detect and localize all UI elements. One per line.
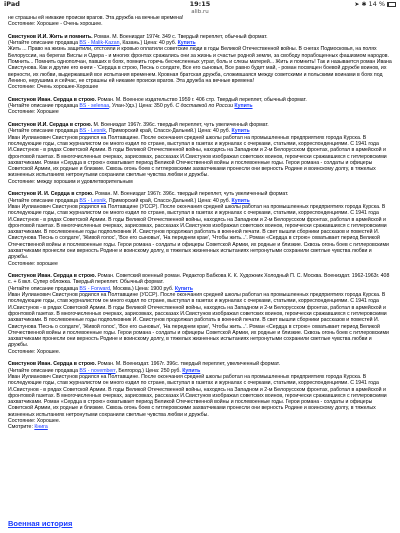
entry-description: Иван Иулианович Свистунов родился на Полтавщине (УССР). После окончания средней школы работал на промышленных предприятиях города Курска. В последующие годы, став журналистом он много ездил по стране, выступал в газетах и журналах с очерками, статьями, корреспонденциями. С 1941 года И.Свистунов - в рядах Советской Армии. В годы Великой Отечественной войны, находясь на Западном и 2-м Белорусском фронтах, работал в армейской и фронтовой газетах. В многочисленных очерках, зарисовках, рассказах И.Свистунов изображал советских воинов, героически сражавшихся с гитлеровскими захватчиками. В послевоенные годы подполковник И. Свистунов продолжал работать в военной печати. В свет вышли сборники рассказов и повестей И. Свистунова 'Песнь о солдате', 'Живой голос', 'Все его сыновья', 'На переднем крае', 'Чтобы жить...'. Роман «Сердца в строю» охватывает период Великой Отечественной войны и послевоенные годы. Герои романа - солдаты и офицеры Советской Армии, их родные и близкие. Сквозь огонь боев с гитлеровскими захватчиками пронесли они верность Родине и воинскому долгу, в тяжелых жизненных испытаниях нетронутыми сохранили светлые чувства любви и дружбы. bbox=[8, 203, 389, 261]
entry-meta: Роман. М. Воениздат. 1967г. 396с. твердый переплет, увеличенный формат. bbox=[97, 361, 281, 368]
entry-title: Свистунов Иван. Сердца в строю. bbox=[8, 273, 97, 280]
see-also-label: Смотрите: bbox=[8, 424, 35, 431]
buy-button[interactable]: Купить bbox=[231, 197, 250, 204]
section-link-military-history[interactable]: Военная история bbox=[8, 519, 73, 528]
seller-link[interactable]: BS - selenaa bbox=[79, 103, 110, 110]
entry-state: Состояние: Хорошее bbox=[8, 109, 59, 116]
entry-description: Иван Иулианович Свистунов родился на Полтавщине. После окончания средней школы работал на промышленных предприятиях города Курска. В последующие годы, став журналистом он много ездил по стране, выступал в газетах и журналах с очерками, статьями, корреспонденциями. С 1941 года И.Свистунов - в рядах Советской Армии. В годы Великой Отечественной войны, находясь на Западном и 2-м Белорусском фронтах, работал в армейской и фронтовой газетах. В многочисленных очерках, зарисовках, рассказах И.Свистунов изображал советских воинов, героически сражавшихся с гитлеровскими захватчиками. Роман «Сердца в строю» охватывает период Великой Отечественной войны и послевоенные годы. Герои романа - солдаты и офицеры Советской Армии, их родные и близкие. Сквозь огонь боев с гитлеровскими захватчиками пронесли они верность Родине и воинскому долгу, в тяжелых жизненных испытаниях нетронутыми сохранили светлые чувства любви и дружбы. bbox=[8, 134, 387, 179]
price-text: , Москва.) Цена: 1900 руб. bbox=[109, 285, 175, 292]
seller-prefix: (Читайте описание продавца bbox=[8, 285, 80, 292]
buy-button[interactable]: Купить bbox=[174, 285, 193, 292]
url-bar[interactable]: alib.ru bbox=[191, 9, 209, 15]
entry-description: не страшны ей никакие происки врагов. Эта дружба на вечные времена! bbox=[8, 15, 184, 21]
delivery-note: С доставкой по России bbox=[175, 103, 233, 110]
entry-state: Состояние: Хорошее. bbox=[8, 418, 61, 424]
listing-content bbox=[8, 15, 393, 437]
status-right bbox=[354, 0, 396, 9]
entry-state: Состояние: Хорошее - Очень хорошее. bbox=[8, 21, 103, 28]
entry-state: Состояние: Очень хорошее-Хорошее bbox=[8, 84, 99, 91]
status-bar bbox=[0, 0, 400, 9]
entry-description: Жить ... Право на жизнь защитили, отстояли и кровью оплатили советские люди в годы Великой Отечественной войны. В снегах Подмосковья, на полях Белоруссии, на берегах Вислы и Одера - и многих фронтах сражались они за жизнь и счастье родной земли, за свободу порабощенных фашизмом народов. Помнить... Помнить однополчан, павших в боях, помнить горечь бесчисленных утрат, боль и слезы матерей... Жить и помнить! Так и называется роман Ивана Свистунова. Как и другие его книги - 'Сердца в строю, Песнь о солдате, Все его сыновья, Все равно будет май, - роман посвящен боевой дружбе воинов, их верности, их любви, выдержавшей все испытания временем. Кровная братская дружба, сложившаяся между советскими и польскими воинами в боях под Ленино, нерушима и сейчас, не страшны ей никакие происки врагов. Эта дружба на вечные времена! bbox=[8, 46, 392, 84]
listing-entry bbox=[8, 34, 393, 91]
battery-icon bbox=[387, 2, 396, 7]
listing-entry bbox=[8, 191, 393, 267]
seller-prefix: (Читайте описание продавца bbox=[8, 128, 80, 135]
entry-title: Свистунов Иван. Сердца в строю. bbox=[8, 361, 97, 368]
seller-link[interactable]: BS - Malik-Kazan bbox=[79, 40, 120, 47]
price-text: , Белгород.) Цена: 250 руб. bbox=[115, 367, 183, 374]
entry-state: Состояние: хорошее bbox=[8, 260, 58, 267]
listing-entry bbox=[8, 122, 393, 185]
entry-state: Состояние: Хорошее. bbox=[8, 348, 61, 355]
entry-meta: М. Воениздат 1967г. 396с. твердый переплет, чуть увеличенный формат. bbox=[93, 122, 269, 129]
entry-meta: Роман. М. Военное издательство 1959 г. 406 стр. Твердый переплет, обычный формат. bbox=[97, 96, 307, 103]
seller-link[interactable]: BS - novemberr bbox=[79, 367, 116, 374]
seller-link[interactable]: BS - Forward bbox=[79, 285, 110, 292]
seller-link[interactable]: BS - Lesnik bbox=[79, 197, 106, 204]
buy-button[interactable]: Купить bbox=[231, 128, 250, 135]
buy-button[interactable]: Купить bbox=[234, 103, 253, 110]
see-also-link[interactable]: Книга bbox=[34, 424, 48, 431]
device-label: iPad bbox=[4, 0, 20, 8]
listing-entry bbox=[8, 15, 393, 28]
buy-button[interactable]: Купить bbox=[177, 40, 196, 47]
listing-entry bbox=[8, 273, 393, 355]
seller-prefix: (Читайте описание продавца bbox=[8, 367, 80, 374]
entry-description: Иван Иулианович Свистунов родился на Полтавщине (УССР). После окончания средней школы работал на промышленных предприятиях города Курска. В последующие годы, став журналистом он много ездил по стране, выступал в газетах и журналах с очерками, статьями, корреспонденциями. С 1941 года И.Свистунов - в рядах Советской Армии. В годы Великой Отечественной войны, находясь на Западном и 2-м Белорусском фронтах, работал в армейской и фронтовой газетах. В многочисленных очерках, зарисовках, рассказах И.Свистунов изображал советских воинов, героически сражавшихся с гитлеровскими захватчиками. В послевоенные годы подполковник И. Свистунов продолжал работать в военной печати. В свет вышли сборники рассказов и повестей И. Свистунова 'Песнь о солдате', 'Живой голос', 'Все его сыновья', 'На переднем крае', 'Чтобы жить...'. Роман «Сердца в строю» охватывает период Великой Отечественной войны и послевоенные годы. Герои романа - солдаты и офицеры Советской Армии, их родные и близкие. Сквозь огонь боев с гитлеровскими захватчиками пронесли они верность Родине и воинскому долгу, в тяжелых жизненных испытаниях нетронутыми сохранили светлые чувства любви и дружбы. bbox=[8, 292, 389, 349]
price-text: , Улан-Удэ.) Цена: 350 руб. bbox=[109, 103, 176, 110]
battery-percent: 14 % bbox=[368, 0, 385, 8]
listing-entry bbox=[8, 361, 393, 430]
seller-link[interactable]: BS - Lesnik bbox=[79, 128, 106, 135]
location-icon: ➤ bbox=[354, 1, 360, 8]
buy-button[interactable]: Купить bbox=[182, 367, 201, 374]
status-time: 19:15 bbox=[189, 0, 211, 8]
price-text: , Казань.) Цена: 40 руб. bbox=[119, 40, 178, 47]
seller-prefix: (Читайте описание продавца bbox=[8, 103, 80, 110]
seller-prefix: (Читайте описание продавца bbox=[8, 197, 80, 204]
entry-title: Свистунов Иван. Сердца в строю. bbox=[8, 96, 97, 103]
bluetooth-icon: ✱ bbox=[361, 1, 367, 8]
entry-meta: Роман. М. Воениздат 1967г. 396с. твердый переплет, чуть увеличенный формат. bbox=[94, 191, 289, 198]
entry-title: Свистунов И. И. Сердца в строю. bbox=[8, 191, 94, 198]
listing-entry bbox=[8, 97, 393, 116]
entry-meta: Роман. М. Воениздат 1974г. 349 с. Твердый переплет, обычный формат. bbox=[93, 33, 268, 40]
price-text: , Приморский край, Спасск-Дальний.) Цена: 40 руб. bbox=[105, 128, 232, 135]
entry-title: Свистунов И.И. Сердца в строю. bbox=[8, 122, 93, 129]
entry-state: Состояние: между хорошим и удовлетворительным bbox=[8, 178, 133, 185]
entry-title: Свистунов И.И. Жить и помнить. bbox=[8, 33, 93, 40]
price-text: , Приморский край, Спасск-Дальний.) Цена: 40 руб. bbox=[105, 197, 232, 204]
entry-meta: Роман. Советский военный роман. Редактор Бабкова К. К. Художник Холодный П. С. Москва. Воениздат. 1962-1963г. 408 с. + 6 вкл. Супер обложка. Твердый переплет. Обычный формат. bbox=[8, 273, 390, 286]
seller-prefix: (Читайте описание продавца bbox=[8, 40, 80, 47]
entry-description: Иван Иулианович Свистунов родился на Полтавщине. После окончания средней школы работал на промышленных предприятиях города Курска. В последующие годы, став журналистом он много ездил по стране, выступал в газетах и журналах с очерками, статьями, корреспонденциями. С 1941 года И.Свистунов - в рядах Советской Армии. В годы Великой Отечественной войны, находясь на Западном и 2-м Белорусском фронтах, работал в армейской и фронтовой газетах. В многочисленных очерках, зарисовках, рассказах И.Свистунов изображал советских воинов, героически сражавшихся с гитлеровскими захватчиками. Роман «Сердца в строю» охватывает период Великой Отечественной войны и послевоенные годы. Герои романа - солдаты и офицеры Советской Армии, их родные и близкие. Сквозь огонь боев с гитлеровскими захватчиками пронесли они верность Родине и воинскому долгу, в тяжелых жизненных испытаниях нетронутыми сохранили светлые чувства любви и дружбы. bbox=[8, 373, 387, 418]
